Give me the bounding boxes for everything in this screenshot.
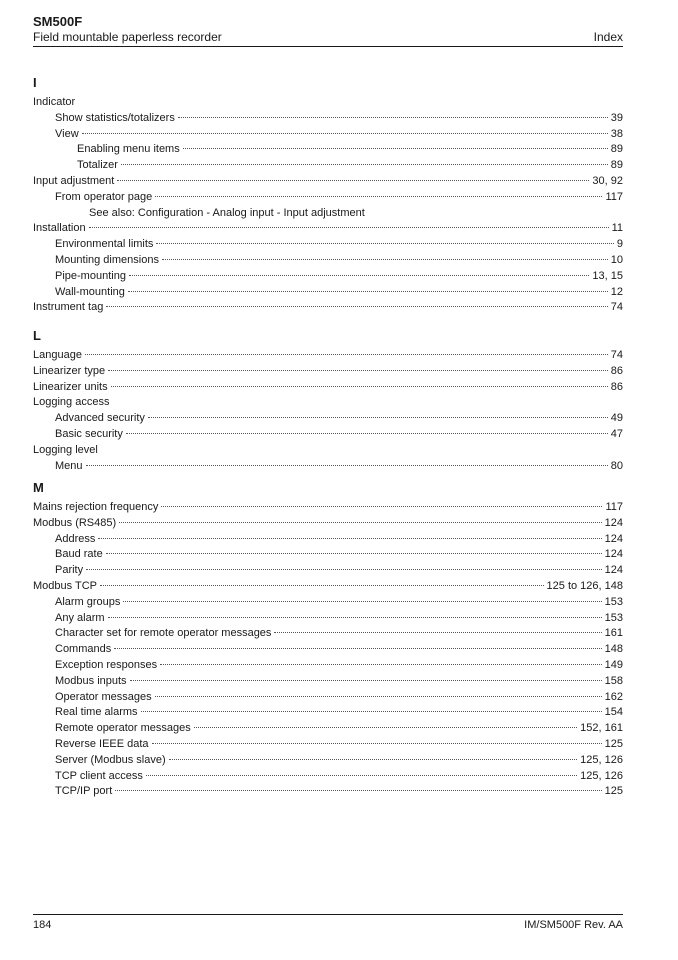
index-term: Basic security xyxy=(55,427,123,440)
index-term: Show statistics/totalizers xyxy=(55,111,175,124)
index-page-ref[interactable]: 124 xyxy=(604,516,623,529)
dot-leader xyxy=(86,465,608,466)
index-term: Character set for remote operator messages xyxy=(55,627,272,640)
header-subtitle-row xyxy=(33,30,623,47)
index-entry xyxy=(33,532,623,548)
index-page-ref[interactable]: 30, 92 xyxy=(592,174,623,187)
dot-leader xyxy=(169,759,578,760)
index-page-ref[interactable]: 153 xyxy=(604,611,623,624)
index-page-ref[interactable]: 152, 161 xyxy=(580,722,623,735)
index-entry xyxy=(33,459,623,475)
product-name: SM500F xyxy=(33,14,83,29)
index-term: Remote operator messages xyxy=(55,722,191,735)
index-entry xyxy=(33,237,623,253)
page-header xyxy=(33,14,623,47)
index-entry xyxy=(33,285,623,301)
index-entry xyxy=(33,721,623,737)
index-term: Totalizer xyxy=(77,159,118,172)
index-page-ref[interactable]: 117 xyxy=(605,501,623,513)
index-entry xyxy=(33,253,623,269)
index-entry xyxy=(33,690,623,706)
index-term: Parity xyxy=(55,564,84,577)
index-entry xyxy=(33,348,623,364)
index-term: Reverse IEEE data xyxy=(55,737,149,750)
index-term: View xyxy=(55,127,79,140)
index-entry xyxy=(33,753,623,769)
index-entry xyxy=(33,705,623,721)
index-page-ref[interactable]: 125 xyxy=(604,737,623,750)
index-page-ref[interactable]: 9 xyxy=(616,238,623,251)
dot-leader xyxy=(161,506,602,507)
index-term: Menu xyxy=(55,459,83,472)
dot-leader xyxy=(141,711,602,712)
index-entry xyxy=(33,95,623,111)
index-entry xyxy=(33,158,623,174)
dot-leader xyxy=(123,601,601,602)
page-footer xyxy=(33,914,623,931)
index-entry xyxy=(33,516,623,532)
index-entry xyxy=(33,595,623,611)
index-term: Modbus (RS485) xyxy=(33,516,117,529)
index-term: Exception responses xyxy=(55,658,158,671)
index-entry xyxy=(33,300,623,316)
dot-leader xyxy=(114,648,601,649)
index-page-ref[interactable]: 13, 15 xyxy=(592,269,623,282)
index-entry xyxy=(33,127,623,143)
dot-leader xyxy=(108,370,608,371)
index-term: Baud rate xyxy=(55,548,103,561)
index-entry xyxy=(33,563,623,579)
index-term: Logging access xyxy=(33,396,110,409)
entry-list xyxy=(33,348,623,474)
dot-leader xyxy=(108,617,602,618)
dot-leader xyxy=(119,522,601,523)
index-page-ref[interactable]: 124 xyxy=(604,532,623,545)
index-term: Modbus TCP xyxy=(33,579,97,592)
index-term: Indicator xyxy=(33,96,76,108)
index-page-ref[interactable]: 125 to 126, 148 xyxy=(546,579,623,592)
index-page-ref[interactable]: 39 xyxy=(610,111,623,124)
section-letter: L xyxy=(33,328,41,343)
dot-leader xyxy=(111,386,608,387)
index-page-ref[interactable]: 11 xyxy=(611,222,623,235)
dot-leader xyxy=(130,680,602,681)
index-page-ref[interactable]: 162 xyxy=(604,690,623,703)
index-term: Real time alarms xyxy=(55,706,138,719)
dot-leader xyxy=(89,227,609,228)
section-letter: M xyxy=(33,480,44,495)
index-entry xyxy=(33,395,623,411)
index-term: Linearizer units xyxy=(33,380,108,393)
index-entry xyxy=(33,411,623,427)
index-page-ref[interactable]: 86 xyxy=(610,380,623,393)
index-term: Wall-mounting xyxy=(55,285,125,298)
index-entry xyxy=(33,142,623,158)
dot-leader xyxy=(178,117,608,118)
dot-leader xyxy=(183,148,608,149)
index-page-ref[interactable]: 49 xyxy=(610,412,623,425)
dot-leader xyxy=(194,727,577,728)
dot-leader xyxy=(106,306,607,307)
index-section-m xyxy=(33,480,623,800)
index-page-ref[interactable]: 124 xyxy=(604,564,623,577)
index-entry xyxy=(33,674,623,690)
dot-leader xyxy=(100,585,544,586)
dot-leader xyxy=(82,133,608,134)
dot-leader xyxy=(156,243,613,244)
index-entry xyxy=(33,642,623,658)
index-section-l xyxy=(33,328,623,474)
index-page-ref[interactable]: 125, 126 xyxy=(580,769,623,782)
dot-leader xyxy=(106,553,602,554)
index-term: Input adjustment xyxy=(33,174,115,187)
index-page-ref[interactable]: 86 xyxy=(610,364,623,377)
index-term: From operator page xyxy=(55,190,153,203)
page-number: 184 xyxy=(33,919,52,931)
dot-leader xyxy=(274,632,601,633)
dot-leader xyxy=(128,291,608,292)
dot-leader xyxy=(86,569,602,570)
index-section-i xyxy=(33,75,623,316)
section-letter: I xyxy=(33,75,37,90)
index-page-ref[interactable]: 154 xyxy=(604,706,623,719)
index-term: Pipe-mounting xyxy=(55,269,126,282)
index-entry xyxy=(33,769,623,785)
index-page-ref[interactable]: 89 xyxy=(610,159,623,172)
dot-leader xyxy=(155,196,602,197)
index-term: Alarm groups xyxy=(55,595,121,608)
index-page-ref[interactable]: 125 xyxy=(604,785,623,798)
index-entry xyxy=(33,658,623,674)
index-term: Address xyxy=(55,532,96,545)
index-entry xyxy=(33,500,623,516)
index-term: Modbus inputs xyxy=(55,674,127,687)
dot-leader xyxy=(115,790,601,791)
index-entry xyxy=(33,443,623,459)
index-term: TCP client access xyxy=(55,769,143,782)
dot-leader xyxy=(160,664,602,665)
dot-leader xyxy=(117,180,589,181)
dot-leader xyxy=(126,433,608,434)
index-entry xyxy=(33,737,623,753)
dot-leader xyxy=(98,538,601,539)
index-entry xyxy=(33,784,623,800)
index-entry xyxy=(33,190,623,206)
index-entry xyxy=(33,547,623,563)
index-term: Commands xyxy=(55,643,112,656)
index-page-ref[interactable]: 148 xyxy=(604,643,623,656)
index-page-ref[interactable]: 80 xyxy=(610,459,623,472)
index-term: Advanced security xyxy=(55,412,145,425)
index-term: Language xyxy=(33,349,82,361)
index-page-ref[interactable]: 124 xyxy=(604,548,623,561)
index-term: Enabling menu items xyxy=(77,143,180,156)
dot-leader xyxy=(148,417,608,418)
index-term: Server (Modbus slave) xyxy=(55,753,166,766)
index-page-ref[interactable]: 38 xyxy=(610,127,623,140)
index-page-ref[interactable]: 117 xyxy=(605,190,623,203)
dot-leader xyxy=(152,743,602,744)
index-entry xyxy=(33,364,623,380)
index-term: Instrument tag xyxy=(33,301,104,314)
index-entry xyxy=(33,626,623,642)
index-entry xyxy=(33,380,623,396)
index-page-ref[interactable]: 47 xyxy=(610,427,623,440)
index-page-ref[interactable]: 89 xyxy=(610,143,623,156)
index-page-ref[interactable]: 153 xyxy=(604,595,623,608)
index-term: Installation xyxy=(33,222,86,235)
dot-leader xyxy=(162,259,608,260)
index-term: See also: Configuration - Analog input - Input adjustment xyxy=(89,206,365,219)
index-page-ref[interactable]: 158 xyxy=(604,674,623,687)
index-term: Mounting dimensions xyxy=(55,253,159,266)
index-page-ref[interactable]: 10 xyxy=(610,253,623,266)
index-entry xyxy=(33,427,623,443)
dot-leader xyxy=(146,775,577,776)
index-entry xyxy=(33,269,623,285)
index-term: Any alarm xyxy=(55,611,105,624)
index-entry xyxy=(33,611,623,627)
dot-leader xyxy=(121,164,608,165)
index-page-ref[interactable]: 149 xyxy=(604,658,623,671)
index-entry xyxy=(33,174,623,190)
index-page-ref[interactable]: 74 xyxy=(610,301,623,314)
dot-leader xyxy=(129,275,589,276)
entry-list xyxy=(33,95,623,316)
index-term: Mains rejection frequency xyxy=(33,501,159,513)
index-term: Operator messages xyxy=(55,690,152,703)
index-entry xyxy=(33,111,623,127)
index-page-ref[interactable]: 12 xyxy=(610,285,623,298)
index-page-ref[interactable]: 125, 126 xyxy=(580,753,623,766)
dot-leader xyxy=(85,354,608,355)
index-term: Logging level xyxy=(33,443,98,456)
section-name: Index xyxy=(593,30,623,44)
entry-list xyxy=(33,500,623,800)
index-entry xyxy=(33,206,623,222)
document-subtitle: Field mountable paperless recorder xyxy=(33,30,222,44)
index-entry xyxy=(33,579,623,595)
document-reference: IM/SM500F Rev. AA xyxy=(524,919,623,931)
index-term: TCP/IP port xyxy=(55,785,113,798)
index-page-ref[interactable]: 74 xyxy=(610,349,623,361)
dot-leader xyxy=(155,696,602,697)
index-term: Environmental limits xyxy=(55,238,154,251)
index-term: Linearizer type xyxy=(33,364,106,377)
index-entry xyxy=(33,221,623,237)
index-page-ref[interactable]: 161 xyxy=(604,627,623,640)
